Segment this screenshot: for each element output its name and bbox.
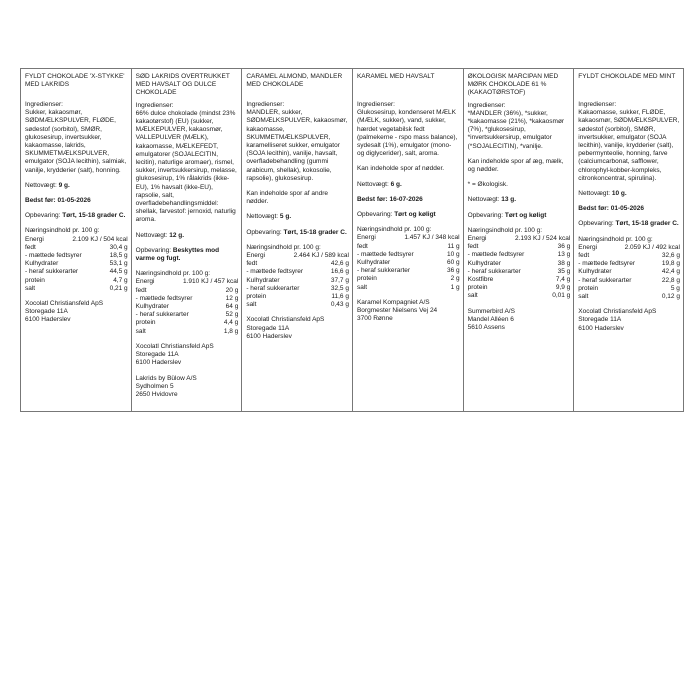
nutrition-row — [246, 260, 349, 268]
storage-value: Tørt, 15-18 grader C. — [283, 228, 347, 236]
nutrition-row — [136, 319, 239, 327]
nutrition-value: 11,6 g — [331, 293, 349, 301]
net-weight-label: Nettovægt: — [25, 181, 59, 189]
address-line: Xocolatl Christiansfeld ApS — [578, 308, 657, 316]
nutrition-name: - mættede fedtsyrer — [246, 268, 304, 276]
nutrition-row — [25, 244, 128, 252]
product-column — [131, 69, 242, 411]
nutrition-name: protein — [135, 319, 156, 327]
nutrition-value: 4,7 g — [113, 276, 128, 284]
address-line: Karamel Kompagniet A/S — [356, 298, 430, 306]
nutrition-name: fedt — [25, 243, 36, 251]
nutrition-value: 7,4 g — [555, 276, 571, 284]
nutrition-value: 18,5 g — [109, 252, 128, 260]
nutrition-value: 30,4 g — [109, 243, 128, 251]
producer-address — [468, 308, 571, 333]
nutrition-name: salt — [467, 292, 478, 300]
nutrition-name: salt — [25, 284, 36, 292]
nutrition-value: 5 g — [670, 284, 680, 292]
nutrition-value: 16,6 g — [330, 268, 349, 276]
storage-label: Opbevaring: — [246, 228, 284, 236]
nutrition-row — [136, 311, 239, 319]
nutrition-value: 42,6 g — [330, 260, 349, 268]
product-column — [463, 69, 574, 411]
producer-address — [25, 300, 128, 325]
storage — [578, 220, 680, 228]
storage-value: Beskyttes mod varme og fugt. — [135, 246, 220, 263]
nutrition-row — [357, 243, 460, 251]
nutrition-value: 0,12 g — [661, 293, 680, 301]
address-line: 5610 Assens — [467, 324, 505, 332]
producer-address — [246, 316, 349, 341]
nutrition-value: 32,5 g — [330, 284, 349, 292]
nutrition-name: Kulhydrater — [356, 259, 391, 267]
nutrition-value: 60 g — [446, 259, 460, 267]
nutrition-name: salt — [246, 301, 257, 309]
nutrition-row — [468, 276, 571, 284]
net-weight-value: 10 g — [611, 190, 625, 198]
ingredients-label: Ingredienser: — [246, 101, 285, 108]
nutrition-row — [357, 267, 460, 275]
nutrition-name: - mættede fedtsyrer — [356, 250, 414, 258]
nutrition-row — [246, 268, 349, 276]
nutrition-value: 44,5 g — [109, 268, 128, 276]
product-title: FYLDT CHOKOLADE 'X-STYKKE' MED LAKRIDS — [25, 73, 125, 89]
nutrition-name: protein — [25, 276, 45, 284]
nutrition-row — [246, 277, 349, 285]
ingredients-text: MANDLER, sukker, SØDMÆLKSPULVER, kakaosmør, kakaomasse, SKUMMETMÆLKSPULVER, karamelliseret sukker, emulgator (SOJA lecithin), vanilje, havsalt, overfladebehandling (gummi arabicum, shellak), kokosolie, rapsolie), glukosesirup. — [246, 109, 348, 182]
nutrition-name: Kulhydrater — [25, 260, 59, 268]
nutrition-name: - mættede fedtsyrer — [135, 294, 193, 302]
address-line: Storegade 11A — [578, 316, 622, 324]
nutrition-name: protein — [356, 275, 377, 283]
storage-value: Tørt, 15-18 grader C. — [615, 220, 679, 228]
nutrition-name: fedt — [135, 286, 147, 294]
nutrition-name: - heraf sukkerarter — [578, 276, 632, 284]
address-line: Xocolatl Christiansfeld ApS — [246, 316, 325, 324]
nutrition-row — [25, 285, 128, 293]
ingredients-label: Ingredienser: — [25, 101, 63, 108]
best-before: Bedst før: 16-07-2026 — [356, 195, 423, 203]
ingredients-label: Ingredienser: — [467, 101, 506, 109]
nutrition-value: 4,4 g — [223, 319, 239, 327]
nutrition-row — [25, 252, 128, 260]
address-line: Storegade 11A — [25, 308, 68, 316]
nutrition-row — [468, 235, 571, 243]
ingredients-text: 66% dulce chokolade (mindst 23% kakaotørstof) (EU) (sukker, MÆLKEPULVER, kakaosmør, VALLEPULVER (MÆLK), kakaomasse, MÆLKEFEDT, emulgatorer (SOJALECITIN, lecitin), naturlige aromaer), rismel, sukker, invertsukkersirup, melasse, glukosesirup, 1% rålakrids (ikke-EU), 1% havsalt (ikke-EU), rapsolie, salt, overfladebehandlingsmiddel: shellak, farvestof: jernoxid, naturlig aroma. — [135, 109, 237, 224]
nutrition-value: 42,4 g — [661, 268, 680, 276]
nutrition-name: - heraf sukkerarter — [356, 267, 411, 275]
nutrition-row — [578, 285, 680, 293]
storage — [246, 229, 349, 237]
producer-address — [136, 343, 239, 368]
nutrition-value: 22,8 g — [661, 276, 680, 284]
product-column — [352, 69, 463, 411]
nutrition-name: Energi — [356, 234, 376, 242]
address-line: Storegade 11A — [135, 351, 179, 359]
address-line: 2650 Hvidovre — [135, 390, 178, 398]
address-line: Sydholmen 5 — [135, 382, 174, 390]
net-weight-label: Nettovægt: — [578, 190, 612, 198]
nutrition-name: fedt — [246, 260, 258, 268]
nutrition-value: 13 g — [557, 251, 571, 259]
nutrition-name: Kulhydrater — [578, 268, 612, 276]
nutrition-value: 0,43 g — [330, 301, 349, 309]
product-title: KARAMEL MED HAVSALT — [356, 73, 435, 80]
net-weight-value: 5 g — [279, 213, 290, 221]
product-title: CARAMEL ALMOND, MANDLER MED CHOKOLADE — [246, 73, 343, 89]
nutrition-row — [246, 301, 349, 309]
nutrition-heading: Næringsindhold pr. 100 g: — [356, 226, 432, 234]
nutrition-row — [136, 295, 239, 303]
nutrition-value: 52 g — [225, 311, 239, 319]
allergen-note: Kan indeholde spor af andre nødder. — [246, 190, 328, 206]
address-line: 6100 Haderslev — [135, 359, 182, 367]
storage — [468, 212, 571, 220]
nutrition-row — [136, 287, 239, 295]
ingredients-label: Ingredienser: — [356, 101, 395, 108]
nutrition-row — [246, 285, 349, 293]
address-line: Storegade 11A — [246, 324, 290, 332]
label-sheet — [20, 68, 684, 412]
nutrition-value: 11 g — [447, 242, 460, 250]
nutrition-row — [136, 328, 239, 336]
net-weight-label: Nettovægt: — [135, 231, 170, 239]
nutrition-row — [246, 293, 349, 301]
nutrition-name: protein — [578, 284, 599, 292]
nutrition-row — [578, 244, 680, 252]
address-line: 6100 Haderslev — [578, 324, 624, 332]
secondary-address — [136, 375, 239, 400]
nutrition-value: 2.059 KJ / 492 kcal — [624, 243, 680, 251]
nutrition-name: salt — [578, 293, 589, 301]
nutrition-value: 38 g — [557, 259, 571, 267]
nutrition-value: 2.193 KJ / 524 kcal — [514, 235, 571, 243]
nutrition-value: 9,9 g — [555, 284, 571, 292]
nutrition-value: 0,21 g — [109, 284, 128, 292]
net-weight-value: 6 g — [390, 180, 400, 188]
nutrition-name: salt — [356, 283, 368, 291]
net-weight-period: . — [624, 190, 627, 198]
nutrition-name: - heraf sukkerarter — [246, 284, 300, 292]
storage-label: Opbevaring: — [25, 212, 63, 220]
net-weight-label: Nettovægt: — [467, 196, 502, 204]
net-weight — [357, 181, 460, 189]
net-weight-value: 9 g — [58, 181, 69, 189]
net-weight — [25, 182, 128, 190]
nutrition-name: - heraf sukkerarter — [467, 267, 521, 275]
nutrition-value: 1 g — [450, 283, 460, 291]
nutrition-name: Energi — [246, 252, 266, 260]
nutrition-name: - heraf sukkerarter — [135, 311, 189, 319]
storage-label: Opbevaring: — [135, 246, 173, 254]
address-line: Borgmester Nielsens Vej 24 — [356, 307, 438, 315]
ingredients-text: Glukosesirup, kondenseret MÆLK (MÆLK, sukker), vand, sukker, hærdet vegetabilsk fedt (palmekerne - rspo mass balance), sydesalt (1%), emulgator (mono- og diglycerider), salt, aroma. — [356, 109, 458, 158]
storage-value: Tørt og køligt — [504, 211, 547, 219]
address-line: 3700 Rønne — [356, 315, 393, 323]
nutrition-row — [246, 252, 349, 260]
nutrition-row — [357, 234, 460, 242]
nutrition-value: 36 g — [446, 267, 460, 275]
nutrition-name: - mættede fedtsyrer — [25, 252, 82, 260]
ingredients-text: Sukker, kakaosmør, SØDMÆLKSPULVER, FLØDE, sødestof (sorbitol), SMØR, glukosesirup, invertsukker, kakaomasse, lakrids, SKUMMETMÆLKSPULVER, emulgator (SOJA lecithin), salmiak, vanilje, krydderier (salt), honning. — [25, 109, 127, 174]
nutrition-name: Energi — [578, 243, 598, 251]
address-line: Mandel Alléen 6 — [467, 315, 514, 323]
producer-address — [578, 308, 680, 333]
nutrition-value: 35 g — [557, 267, 571, 275]
storage-label: Opbevaring: — [467, 211, 505, 219]
nutrition-value: 32,6 g — [661, 252, 680, 260]
product-column — [573, 69, 684, 411]
product-title: ØKOLOGISK MARCIPAN MED MØRK CHOKOLADE 61 % (KAKAOTØRSTOF) — [467, 73, 559, 97]
nutrition-value: 1.910 KJ / 457 kcal — [183, 278, 239, 286]
nutrition-row — [357, 251, 460, 259]
storage-label: Opbevaring: — [356, 211, 395, 219]
net-weight-period: . — [514, 196, 517, 204]
nutrition-name: salt — [135, 327, 146, 335]
nutrition-row — [468, 292, 571, 300]
nutrition-row — [578, 277, 680, 285]
producer-address — [357, 299, 460, 324]
address-line: 6100 Haderslev — [25, 316, 71, 324]
nutrition-name: protein — [467, 284, 488, 292]
nutrition-name: fedt — [467, 243, 479, 251]
nutrition-table — [578, 236, 680, 302]
storage — [357, 211, 460, 219]
nutrition-row — [25, 268, 128, 276]
net-weight-label: Nettovægt: — [246, 213, 280, 221]
nutrition-table — [357, 226, 460, 292]
nutrition-value: 12 g — [225, 294, 239, 302]
nutrition-heading: Næringsindhold pr. 100 g: — [578, 235, 653, 243]
nutrition-name: - heraf sukkerarter — [25, 268, 79, 276]
nutrition-name: Energi — [135, 278, 155, 286]
nutrition-name: Kulhydrater — [246, 276, 280, 284]
ingredients-text: *MANDLER (36%), *sukker, *kakaomasse (21%), *kakaosmør (7%), *glukosesirup, *invertsukkersirup, emulgator (*SOJALECITIN), *vanilje. — [467, 109, 565, 150]
nutrition-row — [25, 277, 128, 285]
address-line: Xocolatl Christiansfeld ApS — [25, 300, 104, 308]
ingredients-text: Kakaomasse, sukker, FLØDE, kakaosmør, SØDMÆLKSPULVER, sødestof (sorbitol), SMØR, invertsukker, emulgator (SOJA lecithin), vanilje, krydderier (salt), pebermynteolie, honning, farve (calciumcarbonat, safflower, chlorophyl-kobber-kompleks, citronkoncentrat, spirulina). — [578, 109, 680, 182]
net-weight-period: . — [68, 181, 70, 189]
nutrition-row — [357, 284, 460, 292]
nutrition-heading: Næringsindhold pr. 100 g: — [25, 227, 100, 235]
product-column — [241, 69, 352, 411]
nutrition-row — [25, 236, 128, 244]
net-weight — [578, 190, 680, 198]
nutrition-row — [136, 303, 239, 311]
nutrition-name: Energi — [25, 235, 44, 243]
nutrition-name: - mættede fedtsyrer — [578, 260, 635, 268]
nutrition-name: - mættede fedtsyrer — [467, 251, 525, 259]
nutrition-name: fedt — [578, 252, 590, 260]
nutrition-row — [468, 251, 571, 259]
storage-value: Tørt, 15-18 grader C. — [62, 212, 126, 220]
best-before: Bedst før: 01-05-2026 — [25, 197, 91, 205]
nutrition-row — [578, 293, 680, 301]
net-weight-label: Nettovægt: — [356, 180, 391, 188]
nutrition-value: 53,1 g — [109, 260, 128, 268]
nutrition-row — [578, 260, 680, 268]
nutrition-heading: Næringsindhold pr. 100 g: — [467, 226, 543, 234]
nutrition-value: 2.464 KJ / 589 kcal — [293, 252, 349, 260]
organic-note: * = Økologisk. — [467, 181, 508, 189]
nutrition-table — [25, 227, 128, 293]
nutrition-name: Kostfibre — [467, 276, 494, 284]
nutrition-row — [357, 275, 460, 283]
nutrition-table — [468, 227, 571, 301]
nutrition-row — [578, 268, 680, 276]
address-line: Lakrids by Bülow A/S — [135, 374, 197, 382]
net-weight — [468, 196, 571, 204]
nutrition-row — [468, 284, 571, 292]
storage-value: Tørt og køligt — [394, 211, 436, 219]
ingredients-label: Ingredienser: — [578, 101, 617, 108]
nutrition-value: 1,8 g — [223, 327, 239, 335]
allergen-note: Kan indeholde spor af æg, mælk, og nødder. — [467, 157, 564, 174]
product-title: FYLDT CHOKOLADE MED MINT — [578, 73, 676, 80]
net-weight-period: . — [399, 180, 402, 188]
product-column — [20, 69, 131, 411]
net-weight-period: . — [182, 231, 185, 239]
nutrition-value: 0,01 g — [552, 292, 571, 300]
storage — [25, 212, 128, 220]
nutrition-row — [468, 243, 571, 251]
allergen-note: Kan indeholde spor af nødder. — [356, 165, 445, 173]
nutrition-heading: Næringsindhold pr. 100 g: — [246, 243, 321, 251]
nutrition-table — [136, 270, 239, 336]
nutrition-name: Kulhydrater — [467, 259, 501, 267]
net-weight-value: 12 g — [169, 231, 183, 239]
nutrition-row — [468, 260, 571, 268]
nutrition-value: 19,8 g — [661, 260, 680, 268]
nutrition-value: 64 g — [225, 303, 239, 311]
net-weight-period: . — [289, 213, 292, 221]
product-title: SØD LAKRIDS OVERTRUKKET MED HAVSALT OG DULCE CHOKOLADE — [135, 73, 230, 97]
nutrition-row — [25, 260, 128, 268]
nutrition-name: protein — [246, 293, 267, 301]
address-line: Xocolatl Christiansfeld ApS — [135, 342, 214, 350]
nutrition-row — [578, 252, 680, 260]
net-weight — [136, 232, 239, 240]
nutrition-heading: Næringsindhold pr. 100 g: — [135, 270, 211, 278]
nutrition-value: 20 g — [225, 286, 239, 294]
nutrition-name: fedt — [356, 242, 368, 250]
address-line: 6100 Haderslev — [246, 332, 292, 340]
nutrition-row — [468, 268, 571, 276]
nutrition-name: Energi — [467, 235, 487, 243]
storage — [136, 247, 239, 263]
nutrition-value: 2 g — [450, 275, 460, 283]
nutrition-value: 37,7 g — [330, 276, 349, 284]
nutrition-table — [246, 244, 349, 310]
nutrition-value: 36 g — [557, 243, 571, 251]
nutrition-row — [136, 278, 239, 286]
nutrition-row — [357, 259, 460, 267]
nutrition-value: 10 g — [446, 250, 460, 258]
net-weight — [246, 213, 349, 221]
nutrition-value: 1.457 KJ / 348 kcal — [404, 234, 460, 242]
address-line: Summerbird A/S — [467, 307, 515, 315]
nutrition-name: Kulhydrater — [135, 303, 169, 311]
storage-label: Opbevaring: — [578, 220, 616, 228]
best-before: Bedst før: 01-05-2026 — [578, 205, 645, 213]
ingredients-label: Ingredienser: — [135, 101, 174, 109]
nutrition-value: 2.109 KJ / 504 kcal — [72, 235, 128, 243]
net-weight-value: 13 g — [501, 196, 515, 204]
